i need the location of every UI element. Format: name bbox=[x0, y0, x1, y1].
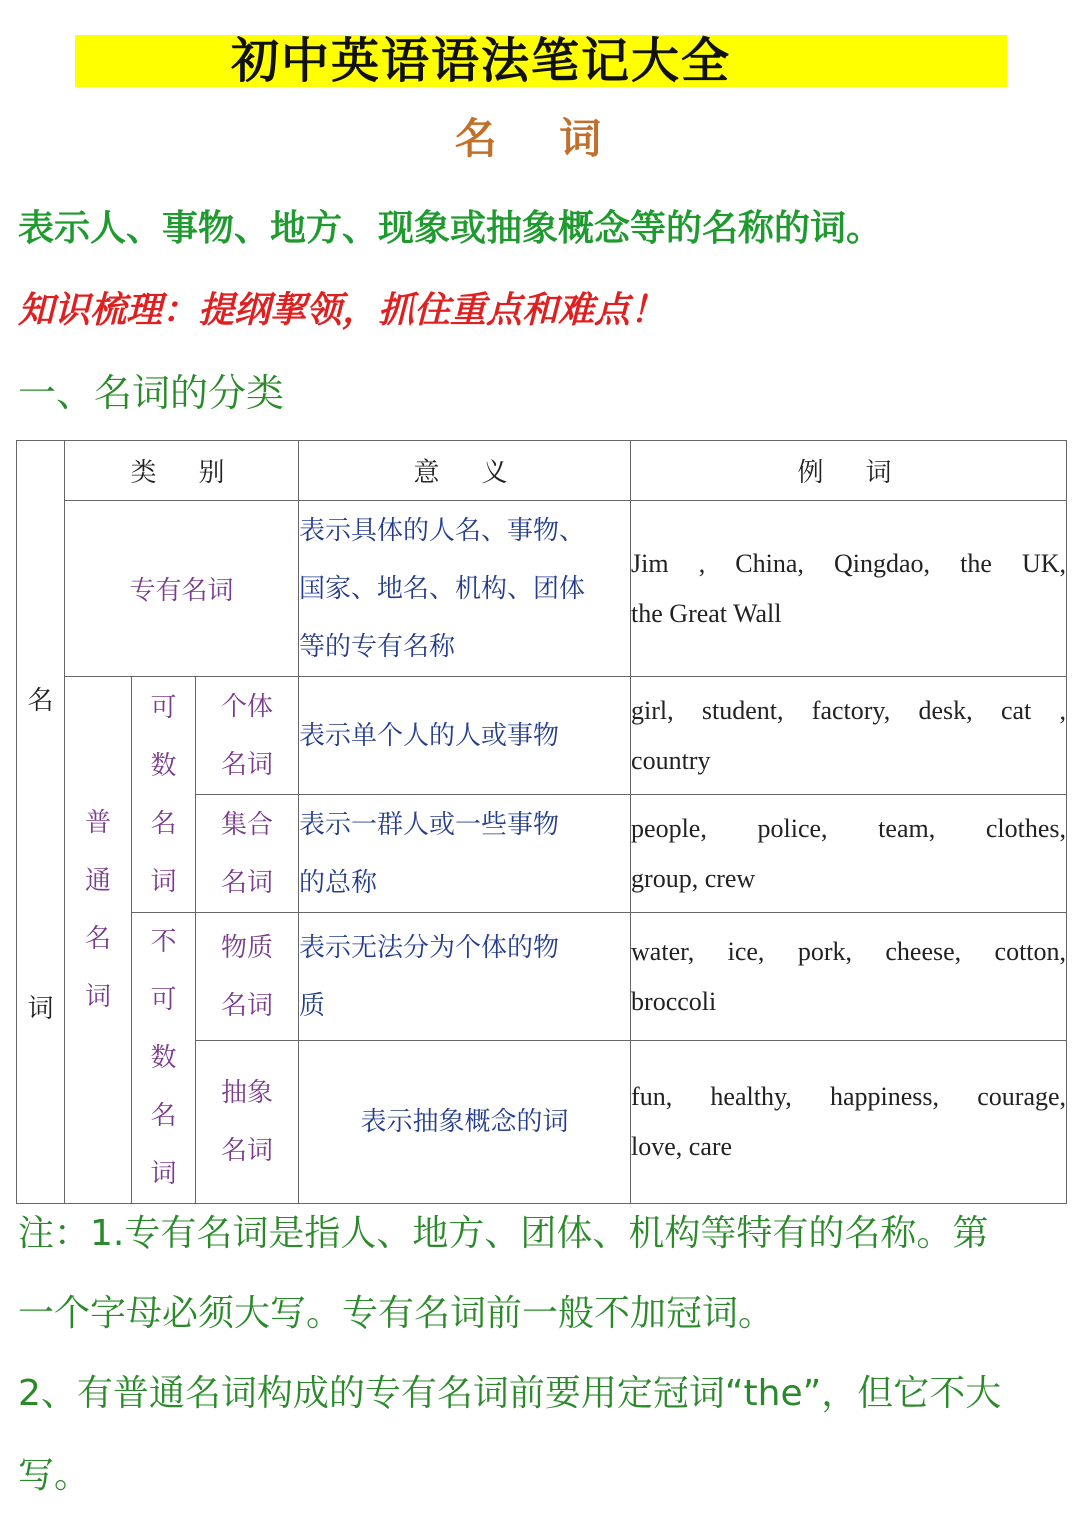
meaning-line: 表示一群人或一些事物 bbox=[299, 809, 560, 840]
label-char: 通 bbox=[84, 866, 111, 896]
side-label-bottom: 词 bbox=[27, 994, 54, 1024]
example-line: country bbox=[631, 745, 711, 775]
label-char: 可 bbox=[150, 692, 177, 723]
abstract-noun-label bbox=[196, 1041, 299, 1204]
label-char: 名 bbox=[84, 924, 111, 954]
individual-noun-label bbox=[196, 677, 299, 795]
meaning-line: 表示无法分为个体的物 bbox=[299, 932, 560, 963]
label-char: 词 bbox=[84, 982, 111, 1012]
label-char: 词 bbox=[150, 866, 177, 897]
label-line: 抽象 bbox=[221, 1078, 274, 1109]
common-noun-label bbox=[65, 677, 132, 1204]
label-char: 普 bbox=[84, 808, 111, 838]
abstract-noun-meaning: 表示抽象概念的词 bbox=[299, 1041, 631, 1204]
individual-noun-examples bbox=[631, 677, 1067, 795]
meaning-line: 表示具体的人名、事物、 bbox=[299, 515, 586, 546]
example-line: people, police, team, clothes, bbox=[631, 813, 1067, 843]
example-line: the Great Wall bbox=[631, 598, 782, 628]
meaning-line: 的总称 bbox=[299, 867, 378, 898]
definition-text: 表示人、事物、地方、现象或抽象概念等的名称的词。 bbox=[18, 208, 883, 249]
label-line: 集合 bbox=[221, 809, 274, 840]
example-line: water, ice, pork, cheese, cotton, bbox=[631, 936, 1067, 966]
page-subtitle: 名 词 bbox=[454, 114, 626, 163]
label-line: 名词 bbox=[221, 1136, 274, 1167]
individual-noun-meaning: 表示单个人的人或事物 bbox=[299, 677, 631, 795]
note-line-1: 注：1.专有名词是指人、地方、团体、机构等特有的名称。第 bbox=[18, 1213, 989, 1254]
note-line-4: 写。 bbox=[18, 1455, 91, 1496]
collective-noun-label bbox=[196, 795, 299, 913]
section-heading: 一、名词的分类 bbox=[18, 371, 285, 415]
countable-noun-label bbox=[132, 677, 196, 913]
tip-text: 知识梳理：提纲挈领，抓住重点和难点！ bbox=[18, 290, 667, 331]
collective-noun-examples bbox=[631, 795, 1067, 913]
meaning-line: 等的专有名称 bbox=[299, 631, 456, 662]
proper-noun-meaning bbox=[299, 501, 631, 677]
label-line: 名词 bbox=[221, 749, 274, 780]
example-line: Jim , China, Qingdao, the UK, bbox=[631, 548, 1067, 578]
uncountable-noun-label bbox=[132, 913, 196, 1204]
header-meaning: 意 义 bbox=[299, 441, 631, 501]
proper-noun-examples bbox=[631, 501, 1067, 677]
note-line-3: 2、有普通名词构成的专有名词前要用定冠词“the”，但它不大 bbox=[18, 1373, 1002, 1414]
example-line: fun, healthy, happiness, courage, bbox=[631, 1082, 1067, 1112]
label-char: 数 bbox=[150, 1043, 177, 1073]
side-label-cell bbox=[17, 441, 65, 1204]
collective-noun-meaning bbox=[299, 795, 631, 913]
material-noun-examples bbox=[631, 913, 1067, 1041]
example-line: broccoli bbox=[631, 986, 717, 1016]
material-noun-meaning bbox=[299, 913, 631, 1041]
note-line-2: 一个字母必须大写。专有名词前一般不加冠词。 bbox=[18, 1293, 775, 1334]
label-char: 词 bbox=[150, 1159, 177, 1189]
label-char: 可 bbox=[150, 985, 177, 1015]
header-examples: 例 词 bbox=[631, 441, 1067, 501]
header-category: 类 别 bbox=[65, 441, 299, 501]
label-line: 名词 bbox=[221, 990, 274, 1021]
label-char: 不 bbox=[150, 927, 177, 957]
noun-classification-table bbox=[16, 440, 1067, 1204]
example-line: group, crew bbox=[631, 863, 756, 893]
page-title: 初中英语语法笔记大全 bbox=[230, 33, 731, 89]
abstract-noun-examples bbox=[631, 1041, 1067, 1204]
meaning-line: 国家、地名、机构、团体 bbox=[299, 573, 586, 604]
label-char: 数 bbox=[150, 750, 177, 781]
title-banner bbox=[75, 35, 1007, 87]
meaning-line: 质 bbox=[299, 990, 326, 1021]
proper-noun-label: 专有名词 bbox=[65, 501, 299, 677]
example-line: girl, student, factory, desk, cat , bbox=[631, 695, 1067, 725]
label-char: 名 bbox=[150, 1101, 177, 1131]
example-line: love, care bbox=[631, 1132, 733, 1162]
label-line: 个体 bbox=[221, 691, 274, 722]
material-noun-label bbox=[196, 913, 299, 1041]
side-label-top: 名 bbox=[27, 686, 54, 716]
label-char: 名 bbox=[150, 808, 177, 839]
label-line: 名词 bbox=[221, 867, 274, 898]
label-line: 物质 bbox=[221, 932, 274, 963]
